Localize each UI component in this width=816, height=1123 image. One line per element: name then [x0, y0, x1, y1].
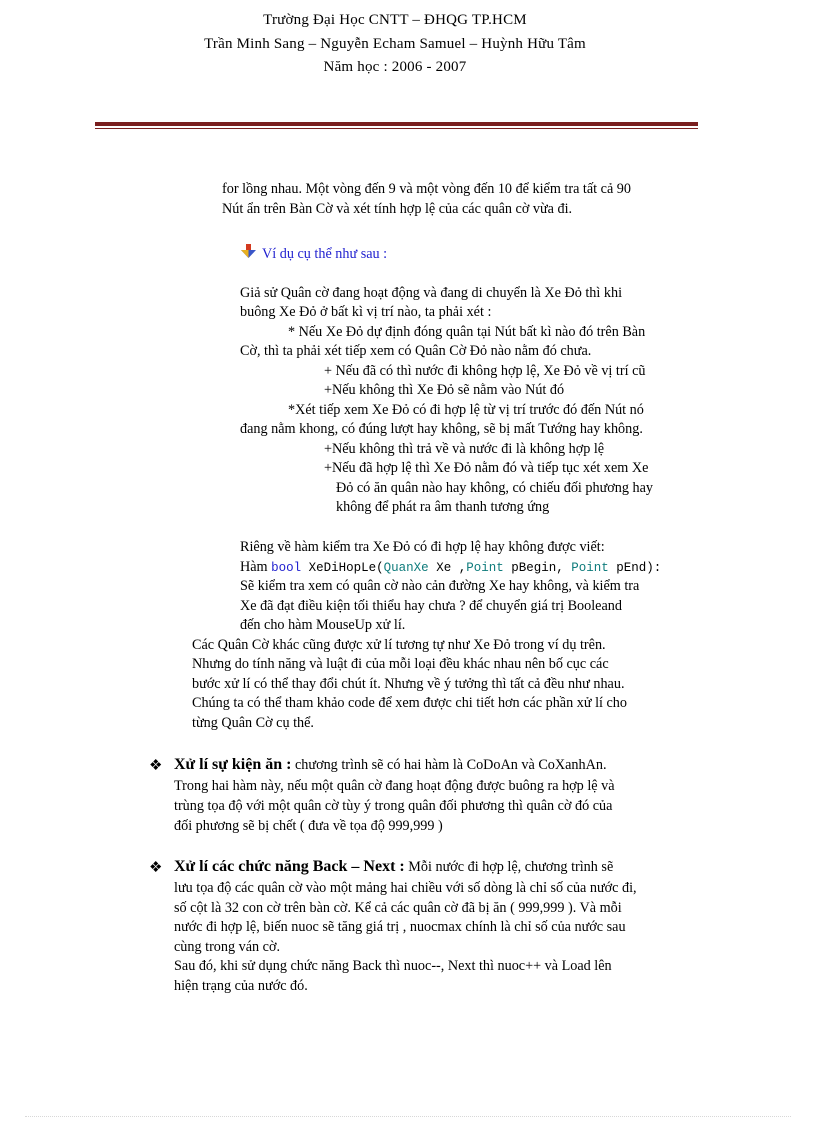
header-divider	[95, 122, 698, 126]
code-function-name: XeDiHopLe(	[301, 561, 384, 575]
section-back-title: Xử lí các chức năng Back – Next :	[174, 858, 405, 875]
section-eat-line: trùng tọa độ với một quân cờ tùy ý trong quân đối phương thì quân cờ đó của	[174, 798, 613, 814]
others-line: bước xử lí có thể thay đổi chút ít. Nhưng về ý tưởng thì tất cả đều như nhau.	[192, 676, 625, 692]
scenario-line: +Nếu không thì Xe Đỏ sẽ nằm vào Nút đó	[324, 382, 565, 398]
intro-line: Nút ẩn trên Bàn Cờ và xét tính hợp lệ của các quân cờ vừa đi.	[222, 201, 573, 217]
others-line: từng Quân Cờ cụ thể.	[192, 715, 314, 731]
code-type: QuanXe	[383, 561, 429, 575]
code-arg: Xe ,	[428, 561, 467, 575]
section-back-line: cùng trong ván cờ.	[174, 939, 280, 955]
section-eat-line: đối phương sẽ bị chết ( đưa về tọa độ 999,999 )	[174, 818, 443, 834]
others-line: Nhưng do tính năng và luật đi của mỗi loại đều khác nhau nên bố cục các	[192, 656, 609, 672]
scenario-line: Cờ, thì ta phải xét tiếp xem có Quân Cờ Đỏ nào nằm đó chưa.	[240, 343, 592, 359]
scenario-line: Đỏ có ăn quân nào hay không, có chiếu đối phương hay	[336, 480, 653, 496]
section-back-line: số cột là 32 con cờ trên bàn cờ. Kể cả các quân cờ đã bị ăn ( 999,999 ). Và mỗi	[174, 900, 622, 916]
section-back-first-line	[174, 857, 613, 877]
example-heading	[240, 243, 387, 264]
section-back-line: hiện trạng của nước đó.	[174, 978, 308, 994]
others-line: Chúng ta có thể tham khảo code để xem được chi tiết hơn các phần xử lí cho	[192, 695, 627, 711]
scenario-line: + Nếu đã có thì nước đi không hợp lệ, Xe Đỏ về vị trí cũ	[324, 363, 646, 379]
header-year: Năm học : 2006 - 2007	[323, 59, 467, 75]
code-arg: pEnd):	[608, 561, 662, 575]
section-back-line: lưu tọa độ các quân cờ vào một mảng hai chiều với số dòng là chỉ số của nước đi,	[174, 880, 637, 896]
header-authors: Trần Minh Sang – Nguyễn Echam Samuel – Huỳnh Hữu Tâm	[204, 36, 586, 52]
scenario-line: không để phát ra âm thanh tương ứng	[336, 499, 550, 515]
code-type: Point	[571, 561, 609, 575]
header-school: Trường Đại Học CNTT – ĐHQG TP.HCM	[263, 12, 527, 28]
scenario-line: * Nếu Xe Đỏ dự định đóng quân tại Nút bất kì nào đó trên Bàn	[288, 324, 646, 340]
scenario-line: Giả sử Quân cờ đang hoạt động và đang di chuyển là Xe Đỏ thì khi	[240, 285, 623, 301]
arrow-down-icon	[240, 243, 257, 260]
function-signature	[240, 558, 661, 578]
code-arg: pBegin,	[503, 561, 572, 575]
function-line: Sẽ kiểm tra xem có quân cờ nào cản đường Xe hay không, và kiểm tra	[240, 578, 640, 594]
scenario-line: +Nếu đã hợp lệ thì Xe Đỏ nằm đó và tiếp tục xét xem Xe	[324, 460, 649, 476]
section-back-line: nước đi hợp lệ, biến nuoc sẽ tăng giá trị , nuocmax chính là chỉ số của nước sau	[174, 919, 626, 935]
scenario-line: *Xét tiếp xem Xe Đỏ có đi hợp lệ từ vị trí trước đó đến Nút nó	[288, 402, 644, 418]
code-type: Point	[466, 561, 504, 575]
section-eat-title: Xử lí sự kiện ăn :	[174, 756, 292, 773]
example-title: Ví dụ cụ thể như sau :	[262, 246, 388, 262]
others-line: Các Quân Cờ khác cũng được xử lí tương tự như Xe Đỏ trong ví dụ trên.	[192, 637, 606, 653]
page-footer-divider	[25, 1116, 791, 1117]
section-eat-line: Trong hai hàm này, nếu một quân cờ đang hoạt động được buông ra hợp lệ và	[174, 778, 615, 794]
scenario-line: đang nằm khong, có đúng lượt hay không, sẽ bị mất Tướng hay không.	[240, 421, 643, 437]
bullet-icon: ❖	[149, 758, 163, 774]
bullet-icon: ❖	[149, 860, 163, 876]
section-back-line: Sau đó, khi sử dụng chức năng Back thì nuoc--, Next thì nuoc++ và Load lên	[174, 958, 612, 974]
section-back-tail: Mỗi nước đi hợp lệ, chương trình sẽ	[404, 859, 614, 875]
function-line: Xe đã đạt điều kiện tối thiểu hay chưa ? để chuyển giá trị Booleand	[240, 598, 622, 614]
code-keyword: bool	[271, 561, 302, 575]
function-intro: Riêng về hàm kiểm tra Xe Đỏ có đi hợp lệ hay không được viết:	[240, 539, 605, 555]
function-line: đến cho hàm MouseUp xử lí.	[240, 617, 406, 633]
header-divider-thin	[95, 128, 698, 129]
intro-line: for lồng nhau. Một vòng đến 9 và một vòng đến 10 để kiểm tra tất cả 90	[222, 181, 631, 197]
scenario-line: buông Xe Đỏ ở bất kì vị trí nào, ta phải xét :	[240, 304, 492, 320]
scenario-line: +Nếu không thì trả về và nước đi là không hợp lệ	[324, 441, 605, 457]
section-eat-first-line	[174, 755, 607, 775]
function-prefix: Hàm	[240, 559, 272, 575]
section-eat-tail: chương trình sẽ có hai hàm là CoDoAn và CoXanhAn.	[291, 757, 607, 773]
